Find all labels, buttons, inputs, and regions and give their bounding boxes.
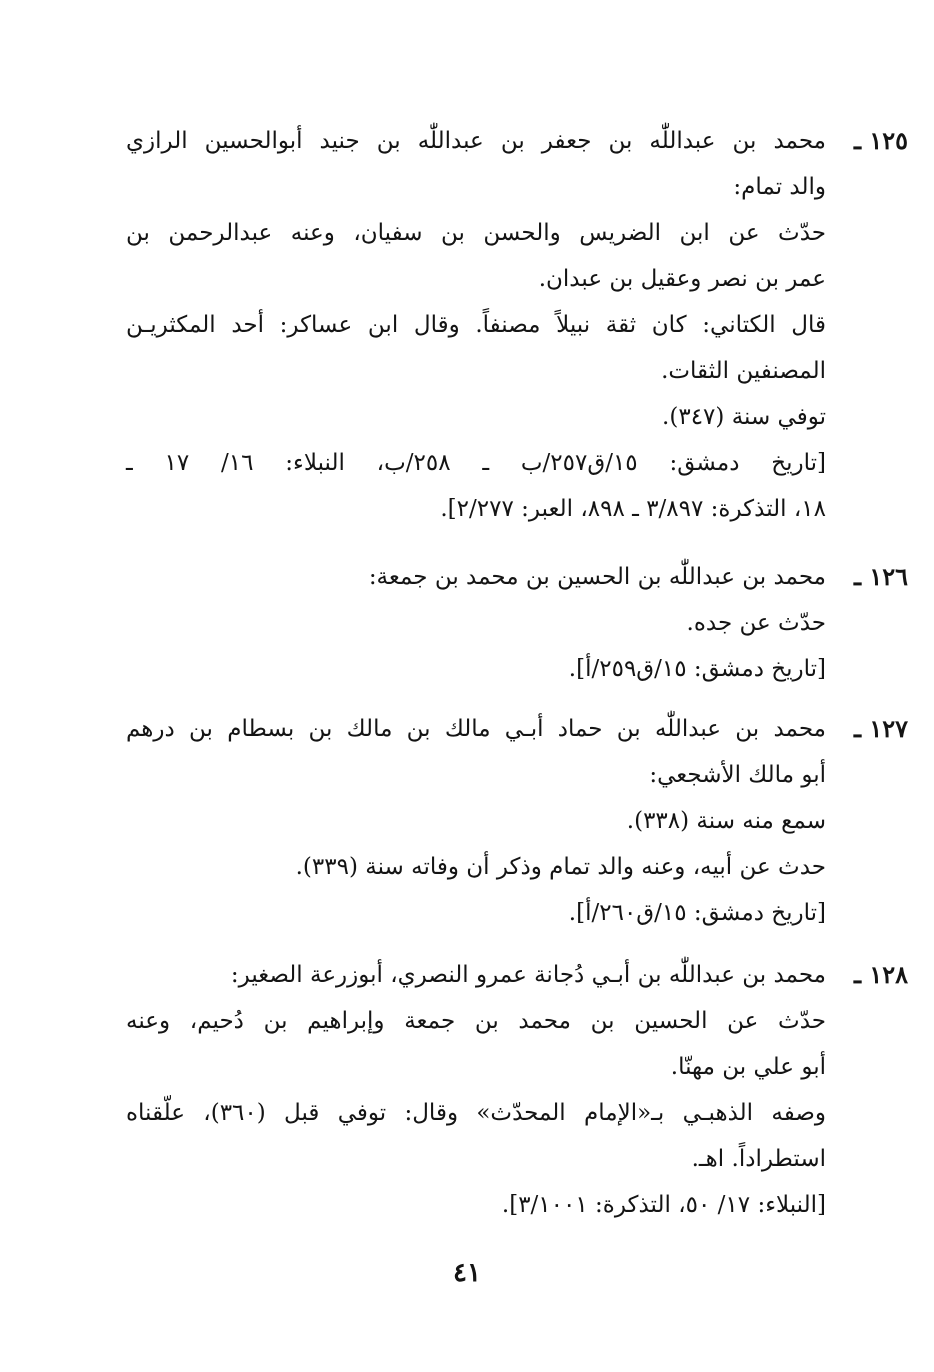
entry-line: حدث عن أبيه، وعنه والد تمام وذكر أن وفاته سنة (٣٣٩). <box>295 854 826 880</box>
entry-line: [تاريخ دمشق: ١٥/ق٢٦٠/أ]. <box>568 900 826 926</box>
entry-line: المصنفين الثقات. <box>661 358 826 384</box>
entry-line: [تاريخ دمشق: ١٥/ق٢٥٩/أ]. <box>568 656 826 682</box>
entry-line: عمر بن نصر وعقيل بن عبدان. <box>538 266 826 292</box>
entry-line <box>126 706 908 752</box>
entry-127 <box>126 706 908 936</box>
entry-number: ١٢٦ ـ <box>853 562 908 591</box>
entry-number: ١٢٧ ـ <box>853 714 908 743</box>
entry-text: محمد بن عبداللّٰه بن جعفر بن عبداللّٰه بن جنيد أبوالحسين الرازي <box>126 128 826 154</box>
entry-text: محمد بن عبداللّٰه بن الحسين بن محمد بن جمعة: <box>368 564 826 590</box>
entry-line: حدّث عن الحسين بن محمد بن جمعة وإبراهيم بن دُحيم، وعنه <box>126 1008 826 1034</box>
entry-line: [النبلاء: ١٧/ ٥٠، التذكرة: ٣/١٠٠١]. <box>501 1192 826 1218</box>
entry-126 <box>126 554 908 692</box>
entry-line: توفي سنة (٣٤٧). <box>662 404 826 430</box>
entry-line: أبو مالك الأشجعي: <box>649 762 826 788</box>
entry-line: ١٨، التذكرة: ٣/٨٩٧ ـ ٨٩٨، العبر: ٢/٢٧٧]. <box>440 496 826 522</box>
entry-line: سمع منه سنة (٣٣٨). <box>626 808 826 834</box>
entry-line <box>126 554 908 600</box>
entry-text: محمد بن عبداللّٰه بن أبـي دُجانة عمرو النصري، أبوزرعة الصغير: <box>230 962 826 988</box>
entry-128 <box>126 952 908 1228</box>
entry-125 <box>126 118 908 532</box>
entry-line: [تاريخ دمشق: ١٥/ق٢٥٧/ب ـ ٢٥٨/ب، النبلاء: ١٦/ ١٧ ـ <box>126 450 826 476</box>
entry-line <box>126 118 908 164</box>
entry-line: حدّث عن ابن الضريس والحسن بن سفيان، وعنه عبدالرحمن بن <box>126 220 826 246</box>
entry-line: قال الكتاني: كان ثقة نبيلاً مصنفاً. وقال ابن عساكر: أحد المكثريـن <box>126 312 826 338</box>
entry-line: والد تمام: <box>733 174 826 200</box>
page-number: ٤١ <box>453 1258 481 1288</box>
entry-line: حدّث عن جده. <box>686 610 826 636</box>
entry-line: وصفه الذهبـي بـ«الإمام المحدّث» وقال: توفي قبل (٣٦٠)، علّقناه <box>126 1100 826 1126</box>
entry-line <box>126 952 908 998</box>
entry-number: ١٢٥ ـ <box>853 126 908 155</box>
entry-line: أبو علي بن مهنّا. <box>670 1054 826 1080</box>
entry-text: محمد بن عبداللّٰه بن حماد أبـي مالك بن مالك بن بسطام بن درهم <box>126 716 826 742</box>
entry-line: استطراداً. اهـ. <box>691 1146 826 1172</box>
entry-number: ١٢٨ ـ <box>853 960 908 989</box>
